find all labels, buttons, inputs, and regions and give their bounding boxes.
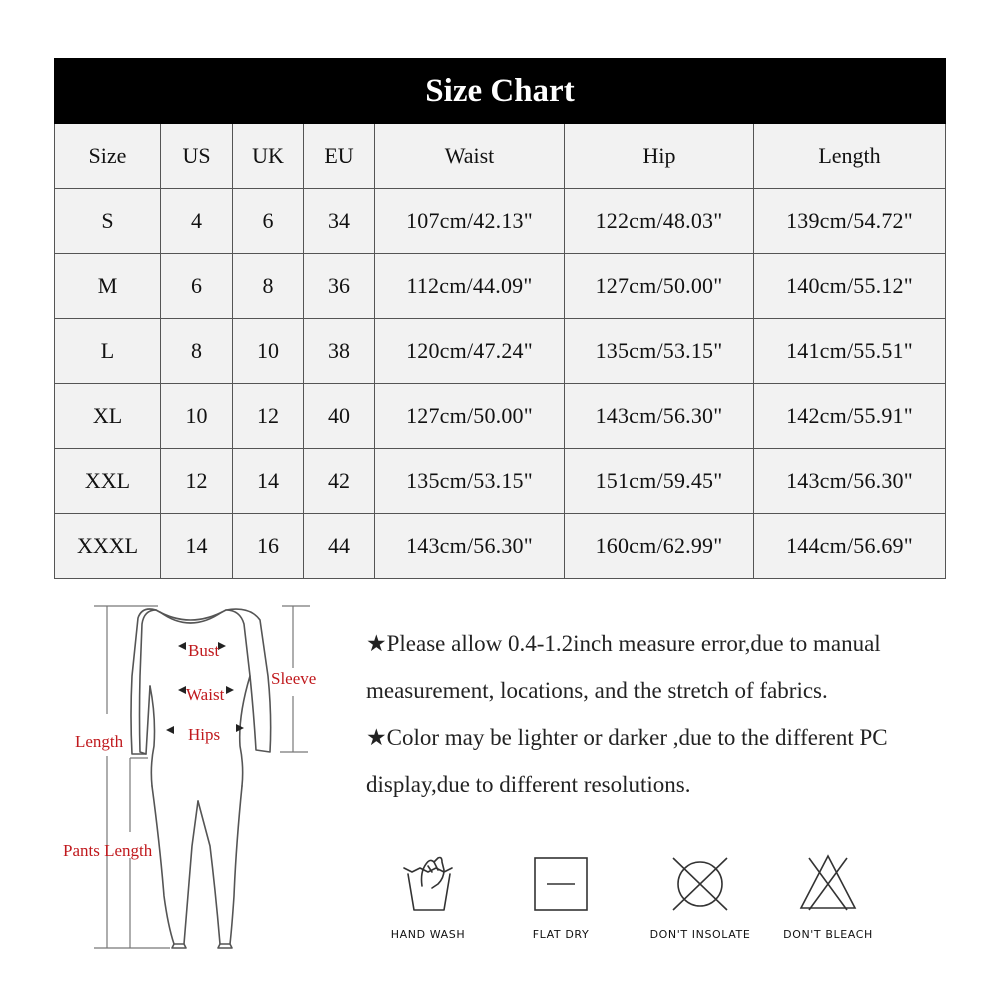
us-cell: 4 — [161, 189, 233, 254]
hand-wash-label: HAND WASH — [390, 928, 466, 941]
length-cell: 141cm/55.51" — [754, 319, 946, 384]
column-header: EU — [304, 124, 375, 189]
eu-cell: 34 — [304, 189, 375, 254]
hip-cell: 151cm/59.45" — [565, 449, 754, 514]
us-cell: 14 — [161, 514, 233, 579]
uk-cell: 12 — [233, 384, 304, 449]
waist-cell: 107cm/42.13" — [375, 189, 565, 254]
us-cell: 12 — [161, 449, 233, 514]
size-cell: M — [55, 254, 161, 319]
uk-cell: 14 — [233, 449, 304, 514]
length-label: Length — [75, 732, 124, 751]
hand-wash-icon — [398, 852, 458, 914]
table-row — [55, 514, 946, 579]
table-row — [55, 449, 946, 514]
length-cell: 143cm/56.30" — [754, 449, 946, 514]
measurement-diagram — [60, 596, 340, 966]
note-color: ★Color may be lighter or darker ,due to the different PC display,due to different resolutions. — [366, 725, 888, 797]
hip-cell: 122cm/48.03" — [565, 189, 754, 254]
eu-cell: 40 — [304, 384, 375, 449]
column-header: Length — [754, 124, 946, 189]
column-header: US — [161, 124, 233, 189]
table-header-row — [55, 124, 946, 189]
flat-dry-label: FLAT DRY — [532, 928, 590, 941]
dont-bleach-label: DON'T BLEACH — [783, 928, 873, 941]
uk-cell: 10 — [233, 319, 304, 384]
uk-cell: 6 — [233, 189, 304, 254]
table-row — [55, 319, 946, 384]
care-dont-insolate — [645, 852, 755, 941]
waist-cell: 127cm/50.00" — [375, 384, 565, 449]
care-hand-wash — [382, 852, 474, 941]
care-dont-bleach — [775, 852, 881, 941]
column-header: Hip — [565, 124, 754, 189]
hips-label: Hips — [188, 725, 221, 744]
dont-insolate-label: DON'T INSOLATE — [649, 928, 751, 941]
table-row — [55, 384, 946, 449]
table-row — [55, 189, 946, 254]
eu-cell: 44 — [304, 514, 375, 579]
table-row — [55, 254, 946, 319]
hip-cell: 143cm/56.30" — [565, 384, 754, 449]
dont-bleach-icon — [795, 852, 861, 914]
waist-cell: 120cm/47.24" — [375, 319, 565, 384]
us-cell: 10 — [161, 384, 233, 449]
length-cell: 142cm/55.91" — [754, 384, 946, 449]
waist-cell: 143cm/56.30" — [375, 514, 565, 579]
length-cell: 140cm/55.12" — [754, 254, 946, 319]
column-header: UK — [233, 124, 304, 189]
size-cell: XXXL — [55, 514, 161, 579]
column-header: Waist — [375, 124, 565, 189]
bust-label: Bust — [188, 641, 220, 660]
waist-label: Waist — [186, 685, 225, 704]
size-chart-table — [54, 58, 946, 579]
note-measure-error: ★Please allow 0.4-1.2inch measure error,due to manual measurement, locations, and the stretch of fabrics. — [366, 631, 881, 703]
care-flat-dry — [525, 852, 597, 941]
hip-cell: 160cm/62.99" — [565, 514, 754, 579]
eu-cell: 42 — [304, 449, 375, 514]
uk-cell: 16 — [233, 514, 304, 579]
dont-insolate-icon — [667, 852, 733, 914]
size-cell: XXL — [55, 449, 161, 514]
hip-cell: 135cm/53.15" — [565, 319, 754, 384]
waist-cell: 135cm/53.15" — [375, 449, 565, 514]
us-cell: 6 — [161, 254, 233, 319]
size-chart-title: Size Chart — [55, 59, 946, 124]
waist-cell: 112cm/44.09" — [375, 254, 565, 319]
size-cell: XL — [55, 384, 161, 449]
column-header: Size — [55, 124, 161, 189]
size-cell: L — [55, 319, 161, 384]
hip-cell: 127cm/50.00" — [565, 254, 754, 319]
length-cell: 144cm/56.69" — [754, 514, 946, 579]
us-cell: 8 — [161, 319, 233, 384]
pants-length-label: Pants Length — [63, 841, 153, 860]
notes-section — [366, 620, 966, 808]
size-cell: S — [55, 189, 161, 254]
uk-cell: 8 — [233, 254, 304, 319]
eu-cell: 36 — [304, 254, 375, 319]
length-cell: 139cm/54.72" — [754, 189, 946, 254]
flat-dry-icon — [531, 852, 591, 914]
eu-cell: 38 — [304, 319, 375, 384]
sleeve-label: Sleeve — [271, 669, 317, 688]
